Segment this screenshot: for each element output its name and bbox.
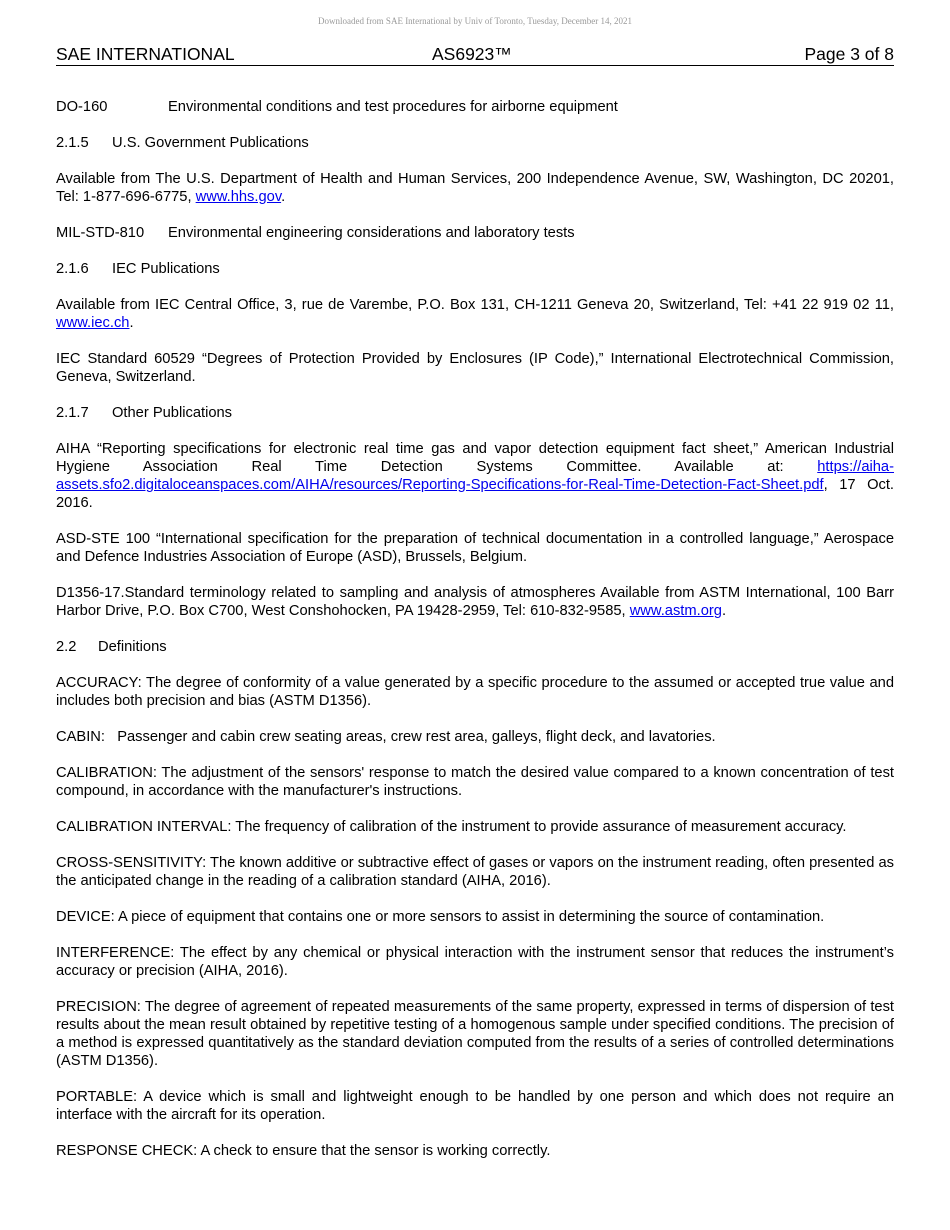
iec-link[interactable]: www.iec.ch <box>56 315 130 331</box>
ref-do160: DO-160 Environmental conditions and test procedures for airborne equipment <box>56 99 618 115</box>
def-portable: PORTABLE: A device which is small and lightweight enough to be handled by one person and which does not require an interface with the aircraft for its operation. <box>56 1089 894 1123</box>
ref-aiha: AIHA “Reporting specifications for electronic real time gas and vapor detection equipment fact sheet,” American Industrial Hygiene Association Real Time Detection Systems Committee. Available at: https://aiha-assets.sfo2.digitaloceanspaces.com/AIHA/resources/Reporting-Specifications-for-Real-Time-Detection-Fact-Sheet.pdf, 17 Oct. 2016. <box>56 441 894 511</box>
def-device: DEVICE: A piece of equipment that contains one or more sensors to assist in determining the source of contamination. <box>56 909 825 925</box>
def-cross-sensitivity: CROSS-SENSITIVITY: The known additive or subtractive effect of gases or vapors on the instrument reading, often presented as the anticipated change in the reading of a calibration standard (AIHA, 2016). <box>56 855 894 889</box>
document-body <box>56 98 894 1160</box>
def-cabin: CABIN: Passenger and cabin crew seating areas, crew rest area, galleys, flight deck, and lavatories. <box>56 729 716 745</box>
def-precision: PRECISION: The degree of agreement of repeated measurements of the same property, expressed in terms of dispersion of test results about the mean result obtained by repetitive testing of a homogenous sample under specified conditions. The precision of a method is expressed quantitatively as the standard deviation computed from the results of a series of controlled determinations (ASTM D1356). <box>56 999 894 1069</box>
ref-asd-ste-100: ASD-STE 100 “International specification for the preparation of technical documentation in a controlled language,” Aerospace and Defence Industries Association of Europe (ASD), Brussels, Belgium. <box>56 531 894 565</box>
ref-mil-std-810: MIL-STD-810 Environmental engineering considerations and laboratory tests <box>56 225 575 241</box>
ref-iec-60529: IEC Standard 60529 “Degrees of Protection Provided by Enclosures (IP Code),” International Electrotechnical Commission, Geneva, Switzerland. <box>56 351 894 385</box>
def-calibration-interval: CALIBRATION INTERVAL: The frequency of calibration of the instrument to provide assurance of measurement accuracy. <box>56 819 847 835</box>
ref-iec: Available from IEC Central Office, 3, rue de Varembe, P.O. Box 131, CH-1211 Geneva 20, Switzerland, Tel: +41 22 919 02 11, www.iec.ch. <box>56 297 894 331</box>
section-2-1-5-heading: 2.1.5 U.S. Government Publications <box>56 135 309 151</box>
header-page-number: Page 3 of 8 <box>804 44 894 64</box>
header-doc-id: AS6923™ <box>432 44 512 64</box>
section-2-1-7-heading: 2.1.7 Other Publications <box>56 405 233 421</box>
download-notice: Downloaded from SAE International by Univ of Toronto, Tuesday, December 14, 2021 <box>317 16 633 26</box>
header-org: SAE INTERNATIONAL <box>56 44 235 64</box>
section-2-1-6-heading: 2.1.6 IEC Publications <box>56 261 220 277</box>
section-2-2-heading: 2.2 Definitions <box>56 639 167 655</box>
hhs-link[interactable]: www.hhs.gov <box>195 189 282 205</box>
def-accuracy: ACCURACY: The degree of conformity of a value generated by a specific procedure to the assumed or accepted true value and includes both precision and bias (ASTM D1356). <box>56 675 894 709</box>
def-calibration: CALIBRATION: The adjustment of the sensors' response to match the desired value compared to a known concentration of test compound, in accordance with the manufacturer's instructions. <box>56 765 894 799</box>
def-interference: INTERFERENCE: The effect by any chemical or physical interaction with the instrument sensor that reduces the instrument’s accuracy or precision (AIHA, 2016). <box>56 945 894 979</box>
def-response-check: RESPONSE CHECK: A check to ensure that the sensor is working correctly. <box>56 1143 551 1159</box>
astm-link[interactable]: www.astm.org <box>629 603 722 619</box>
page-header <box>56 44 894 66</box>
aiha-link[interactable]: https://aiha-assets.sfo2.digitaloceanspaces.com/AIHA/resources/Reporting-Specifications-for-Real-Time-Detection-Fact-Sheet.pdf <box>56 459 894 493</box>
ref-hhs: Available from The U.S. Department of Health and Human Services, 200 Independence Avenue, SW, Washington, DC 20201, Tel: 1-877-696-6775, www.hhs.gov. <box>56 171 894 205</box>
ref-astm-d1356: D1356-17.Standard terminology related to sampling and analysis of atmospheres Available from ASTM International, 100 Barr Harbor Drive, P.O. Box C700, West Conshohocken, PA 19428-2959, Tel: 610-832-9585, www.astm.org. <box>56 585 894 619</box>
